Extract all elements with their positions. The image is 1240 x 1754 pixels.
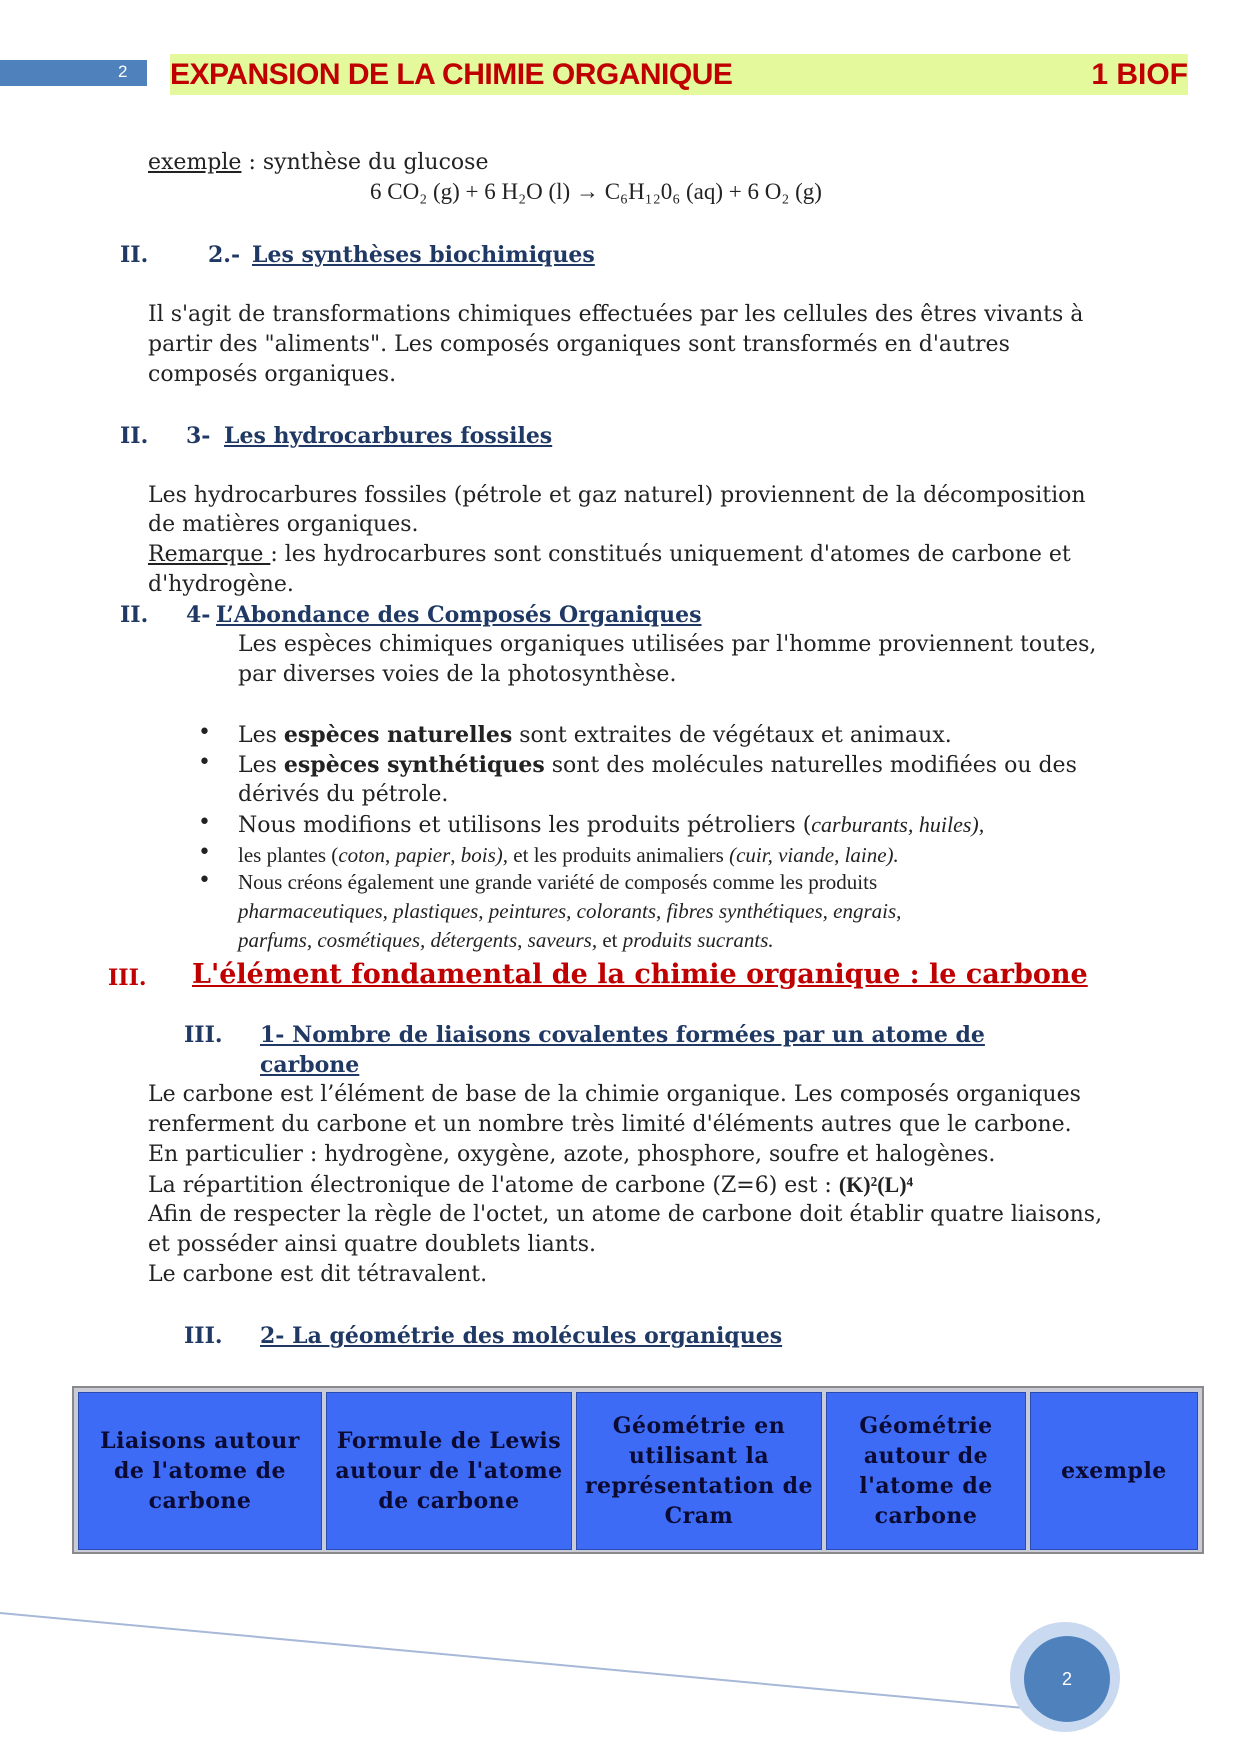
section-3-2-title: 2- La géométrie des molécules organiques <box>260 1323 783 1349</box>
section-2-2-number: 2.- <box>208 242 241 268</box>
table-header-cell: Géométrie en utilisant la représentation de Cram <box>576 1392 822 1550</box>
glucose-equation: 6 CO₂ (g) + 6 H₂O (l) → C₆H₁₂0₆ (aq) + 6 O₂ (g) <box>370 179 822 204</box>
class-tag: 1 BIOF <box>1091 58 1188 91</box>
bullet-item: Nous modifions et utilisons les produits pétroliers (carburants, huiles), <box>238 812 985 838</box>
section-2-2-roman: II. <box>120 242 149 268</box>
section-3-roman: III. <box>108 965 147 991</box>
section-3-1-roman: III. <box>184 1022 223 1048</box>
bullet-item-continuation: parfums, cosmétiques, détergents, saveurs, et produits sucrants. <box>238 928 774 952</box>
bullet-icon: • <box>198 840 211 865</box>
example-text: : synthèse du glucose <box>241 150 489 175</box>
bullet-icon: • <box>198 750 211 775</box>
section-3-1-line: renferment du carbone et un nombre très limité d'éléments autres que le carbone. <box>148 1112 1072 1137</box>
remark-text: : les hydrocarbures sont constitués uniquement d'atomes de carbone et <box>270 542 1071 567</box>
bullet-item: Les espèces synthétiques sont des molécules naturelles modifiées ou des <box>238 752 1077 778</box>
bullet-item-continuation: pharmaceutiques, plastiques, peintures, colorants, fibres synthétiques, engrais, <box>238 899 902 923</box>
remark-line <box>148 540 1071 570</box>
table-header-cell: Formule de Lewis autour de l'atome de carbone <box>326 1392 572 1550</box>
footer-divider <box>0 1612 1055 1712</box>
section-3-1-title-line2: carbone <box>260 1052 360 1078</box>
section-3-1-line: et posséder ainsi quatre doublets liants. <box>148 1232 597 1257</box>
bullet-icon: • <box>198 868 211 893</box>
section-2-2-line: composés organiques. <box>148 362 397 387</box>
section-2-4-intro: Les espèces chimiques organiques utilisées par l'homme proviennent toutes, <box>238 632 1097 657</box>
geometry-table <box>72 1386 1204 1554</box>
section-2-2-line: partir des "aliments". Les composés organiques sont transformés en d'autres <box>148 332 1010 357</box>
section-2-3-title: Les hydrocarbures fossiles <box>224 423 553 449</box>
bullet-item-continuation: dérivés du pétrole. <box>238 782 449 807</box>
section-2-2-line: Il s'agit de transformations chimiques effectuées par les cellules des êtres vivants à <box>148 302 1084 327</box>
electron-config-line: La répartition électronique de l'atome de carbone (Z=6) est : (K)²(L)⁴ <box>148 1172 914 1198</box>
section-3-1-line: Le carbone est l’élément de base de la chimie organique. Les composés organiques <box>148 1082 1081 1107</box>
section-2-4-title: L’Abondance des Composés Organiques <box>216 602 702 628</box>
table-header-cell: Liaisons autour de l'atome de carbone <box>78 1392 322 1550</box>
footer-page-number: 2 <box>1024 1636 1110 1722</box>
section-3-2-roman: III. <box>184 1323 223 1349</box>
bullet-item: les plantes (coton, papier, bois), et les produits animaliers (cuir, viande, laine). <box>238 843 899 867</box>
bullet-item: Les espèces naturelles sont extraites de végétaux et animaux. <box>238 722 952 748</box>
section-2-4-intro: par diverses voies de la photosynthèse. <box>238 662 677 687</box>
bullet-item: Nous créons également une grande variété de composés comme les produits <box>238 870 878 894</box>
remark-line-2: d'hydrogène. <box>148 572 294 597</box>
electron-config-value: (K)²(L)⁴ <box>838 1172 914 1197</box>
section-3-title: L'élément fondamental de la chimie organique : le carbone <box>192 959 1088 990</box>
bullet-icon: • <box>198 720 211 745</box>
section-2-2-title: Les synthèses biochimiques <box>252 242 595 268</box>
section-3-1-line: En particulier : hydrogène, oxygène, azote, phosphore, soufre et halogènes. <box>148 1142 996 1167</box>
section-2-4-number: 4- <box>186 602 211 628</box>
section-2-3-line: de matières organiques. <box>148 512 419 537</box>
remark-label: Remarque <box>148 542 271 567</box>
document-title: EXPANSION DE LA CHIMIE ORGANIQUE <box>170 58 733 91</box>
section-3-1-line: Le carbone est dit tétravalent. <box>148 1262 488 1287</box>
section-2-3-roman: II. <box>120 423 149 449</box>
bullet-icon: • <box>198 810 211 835</box>
example-line <box>148 148 488 178</box>
section-2-3-line: Les hydrocarbures fossiles (pétrole et gaz naturel) proviennent de la décomposition <box>148 483 1086 508</box>
section-2-4-roman: II. <box>120 602 149 628</box>
section-3-1-title: 1- Nombre de liaisons covalentes formées par un atome de <box>260 1022 985 1048</box>
header-page-number: 2 <box>118 62 128 81</box>
section-3-1-line: Afin de respecter la règle de l'octet, un atome de carbone doit établir quatre liaisons, <box>148 1202 1103 1227</box>
section-2-3-number: 3- <box>186 423 211 449</box>
example-label: exemple <box>148 150 242 175</box>
table-header-cell: exemple <box>1030 1392 1198 1550</box>
table-header-cell: Géométrie autour de l'atome de carbone <box>826 1392 1026 1550</box>
